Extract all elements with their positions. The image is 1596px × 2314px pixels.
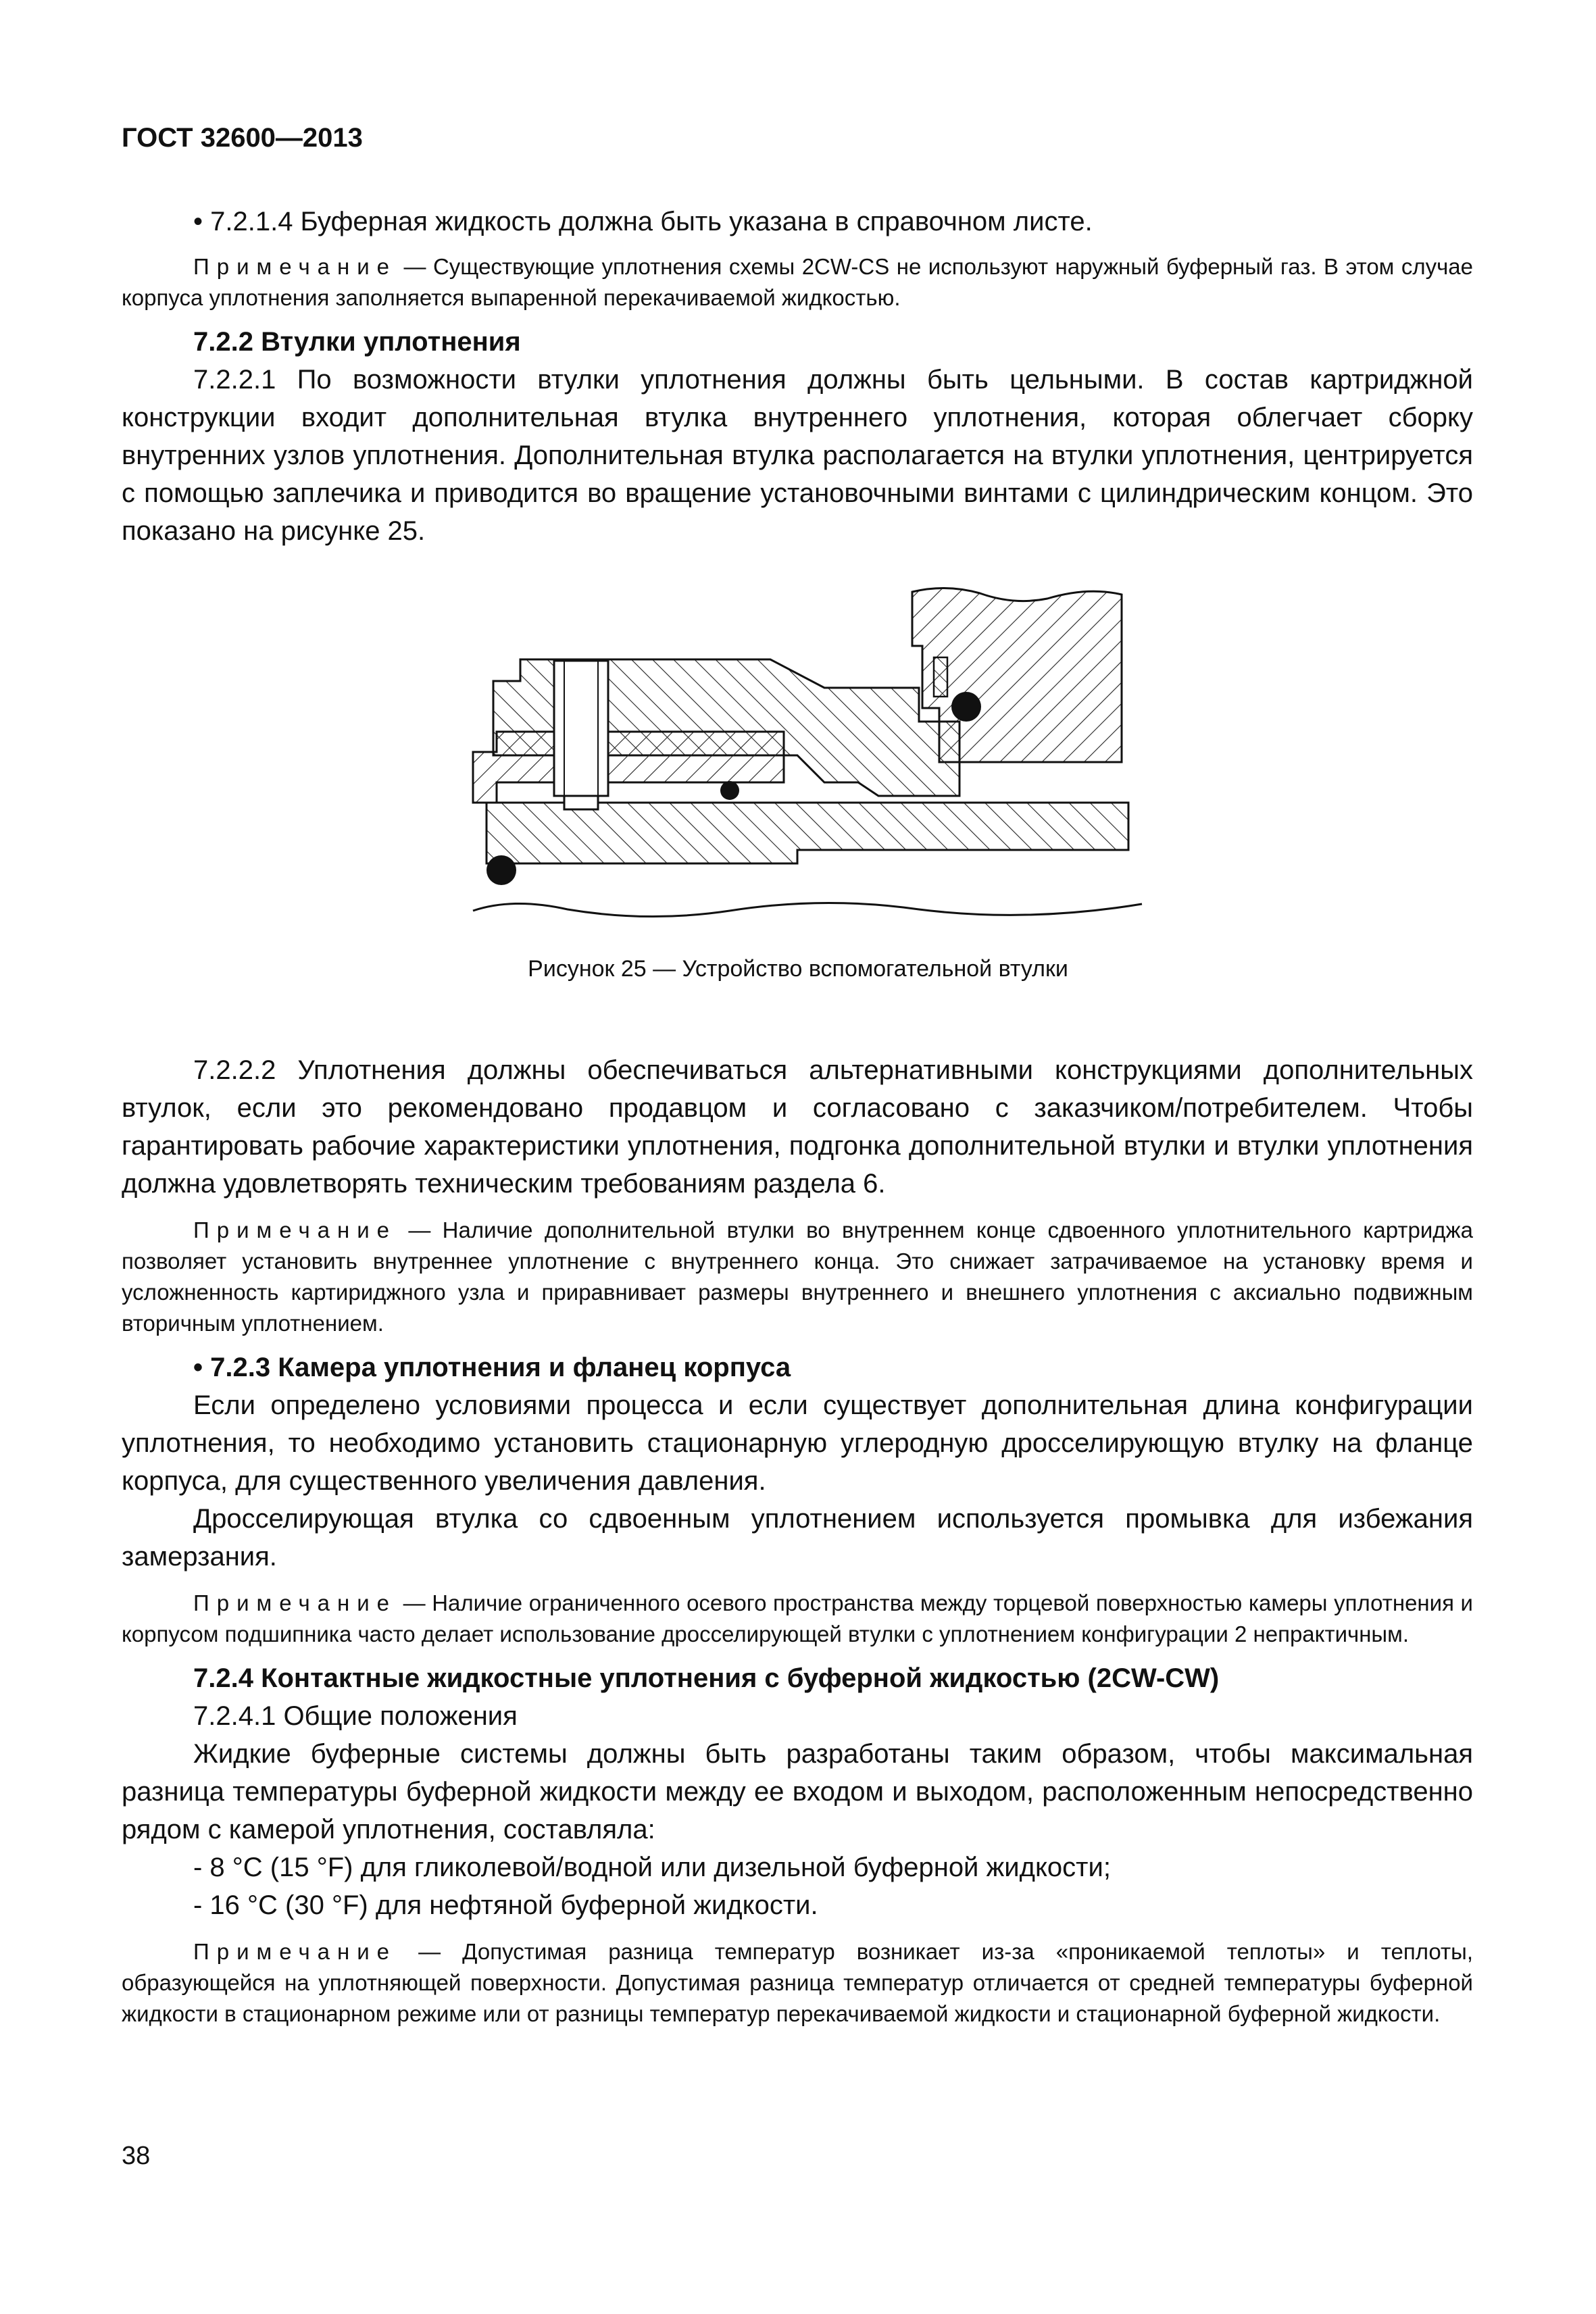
note-label: Примечание (193, 254, 397, 279)
paragraph-7-2-3-b: Дросселирующая втулка со сдвоенным уплотнением используется промывка для избежания замерзания. (122, 1504, 1473, 1571)
paragraph-7-2-4-1-a: Жидкие буферные системы должны быть разработаны таким образом, чтобы максимальная разница температуры буферной жидкости между ее входом и выходом, расположенным непосредственно рядом с камерой уплотнения, составляла: (122, 1739, 1473, 1844)
note-label: Примечание (193, 1217, 397, 1242)
paragraph-7-2-2-2: 7.2.2.2 Уплотнения должны обеспечиваться альтернативными конструкциями дополнительных втулок, если это рекомендовано продавцом и согласовано с заказчиком/потребителем. Чтобы гарантировать рабочие характеристики уплотнения, подгонка дополнительной втулки и втулки уплотнения должна удовлетворять техническим требованиям раздела 6. (122, 1055, 1473, 1199)
note-3 (122, 1588, 1473, 1650)
list-item-2: - 16 °С (30 °F) для нефтяной буферной жидкости. (193, 1890, 818, 1920)
paragraph-7-2-1-4: • 7.2.1.4 Буферная жидкость должна быть указана в справочном листе. (193, 207, 1093, 236)
note-text: — Наличие дополнительной втулки во внутреннем конце сдвоенного уплотнительного картриджа позволяет установить внутреннее уплотнение с внутреннего конца. Это снижает затрачиваемое на установку время и усложненность картириджного узла и приравнивает размеры внутреннего и внешнего уплотнения с аксиально подвижным вторичным уплотнением. (122, 1217, 1473, 1336)
note-text: — Существующие уплотнения схемы 2CW-CS не используют наружный буферный газ. В этом случае корпуса уплотнения заполняется выпаренной перекачиваемой жидкостью. (122, 254, 1473, 310)
page-number: 38 (122, 2142, 151, 2170)
figure-caption: Рисунок 25 — Устройство вспомогательной втулки (528, 956, 1068, 982)
paragraph-7-2-4-1: 7.2.4.1 Общие положения (193, 1701, 518, 1731)
heading-7-2-2: 7.2.2 Втулки уплотнения (193, 327, 521, 357)
paragraph-7-2-3-a: Если определено условиями процесса и если существует дополнительная длина конфигурации уплотнения, то необходимо установить стационарную углеродную дросселирующую втулку на фланце корпуса, для существенного увеличения давления. (122, 1390, 1473, 1496)
note-1 (122, 251, 1473, 313)
document-code: ГОСТ 32600—2013 (122, 123, 363, 153)
section-top (122, 203, 1473, 550)
list-item-1: - 8 °С (15 °F) для гликолевой/водной или дизельной буферной жидкости; (193, 1853, 1111, 1882)
note-label: Примечание (193, 1939, 397, 1964)
shaft-sleeve (487, 803, 1128, 863)
heading-7-2-3: • 7.2.3 Камера уплотнения и фланец корпуса (193, 1353, 791, 1382)
heading-7-2-4: 7.2.4 Контактные жидкостные уплотнения с буферной жидкостью (2CW-CW) (193, 1663, 1220, 1693)
note-2 (122, 1215, 1473, 1339)
note-text: — Наличие ограниченного осевого пространства между торцевой поверхностью камеры уплотнения и корпусом подшипника часто делает использование дросселирующей втулки с уплотнением конфигурации 2 непрактичным. (122, 1590, 1473, 1646)
paragraph-7-2-2-1: 7.2.2.1 По возможности втулки уплотнения должны быть цельными. В состав картриджной конструкции входит дополнительная втулка внутреннего уплотнения, которая облегчает сборку внутренних узлов уплотнения. Дополнительная втулка располагается на втулки уплотнения, центрируется с помощью заплечика и приводится во вращение установочными винтами с цилиндрическим концом. Это показано на рисунке 25. (122, 365, 1473, 546)
section-middle (122, 1051, 1473, 2030)
note-4 (122, 1936, 1473, 2030)
note-label: Примечание (193, 1590, 397, 1615)
set-screw (554, 661, 608, 809)
note-text: — Допустимая разница температур возникает из-за «проникаемой теплоты» и теплоты, образующейся на уплотняющей поверхности. Допустимая разница температур отличается от средней температуры буферной жидкости в стационарном режиме или от разницы температур перекачиваемой жидкости и стационарной буферной жидкости. (122, 1939, 1473, 2026)
figure-25-drawing (446, 580, 1162, 945)
seal-ring (934, 657, 947, 697)
